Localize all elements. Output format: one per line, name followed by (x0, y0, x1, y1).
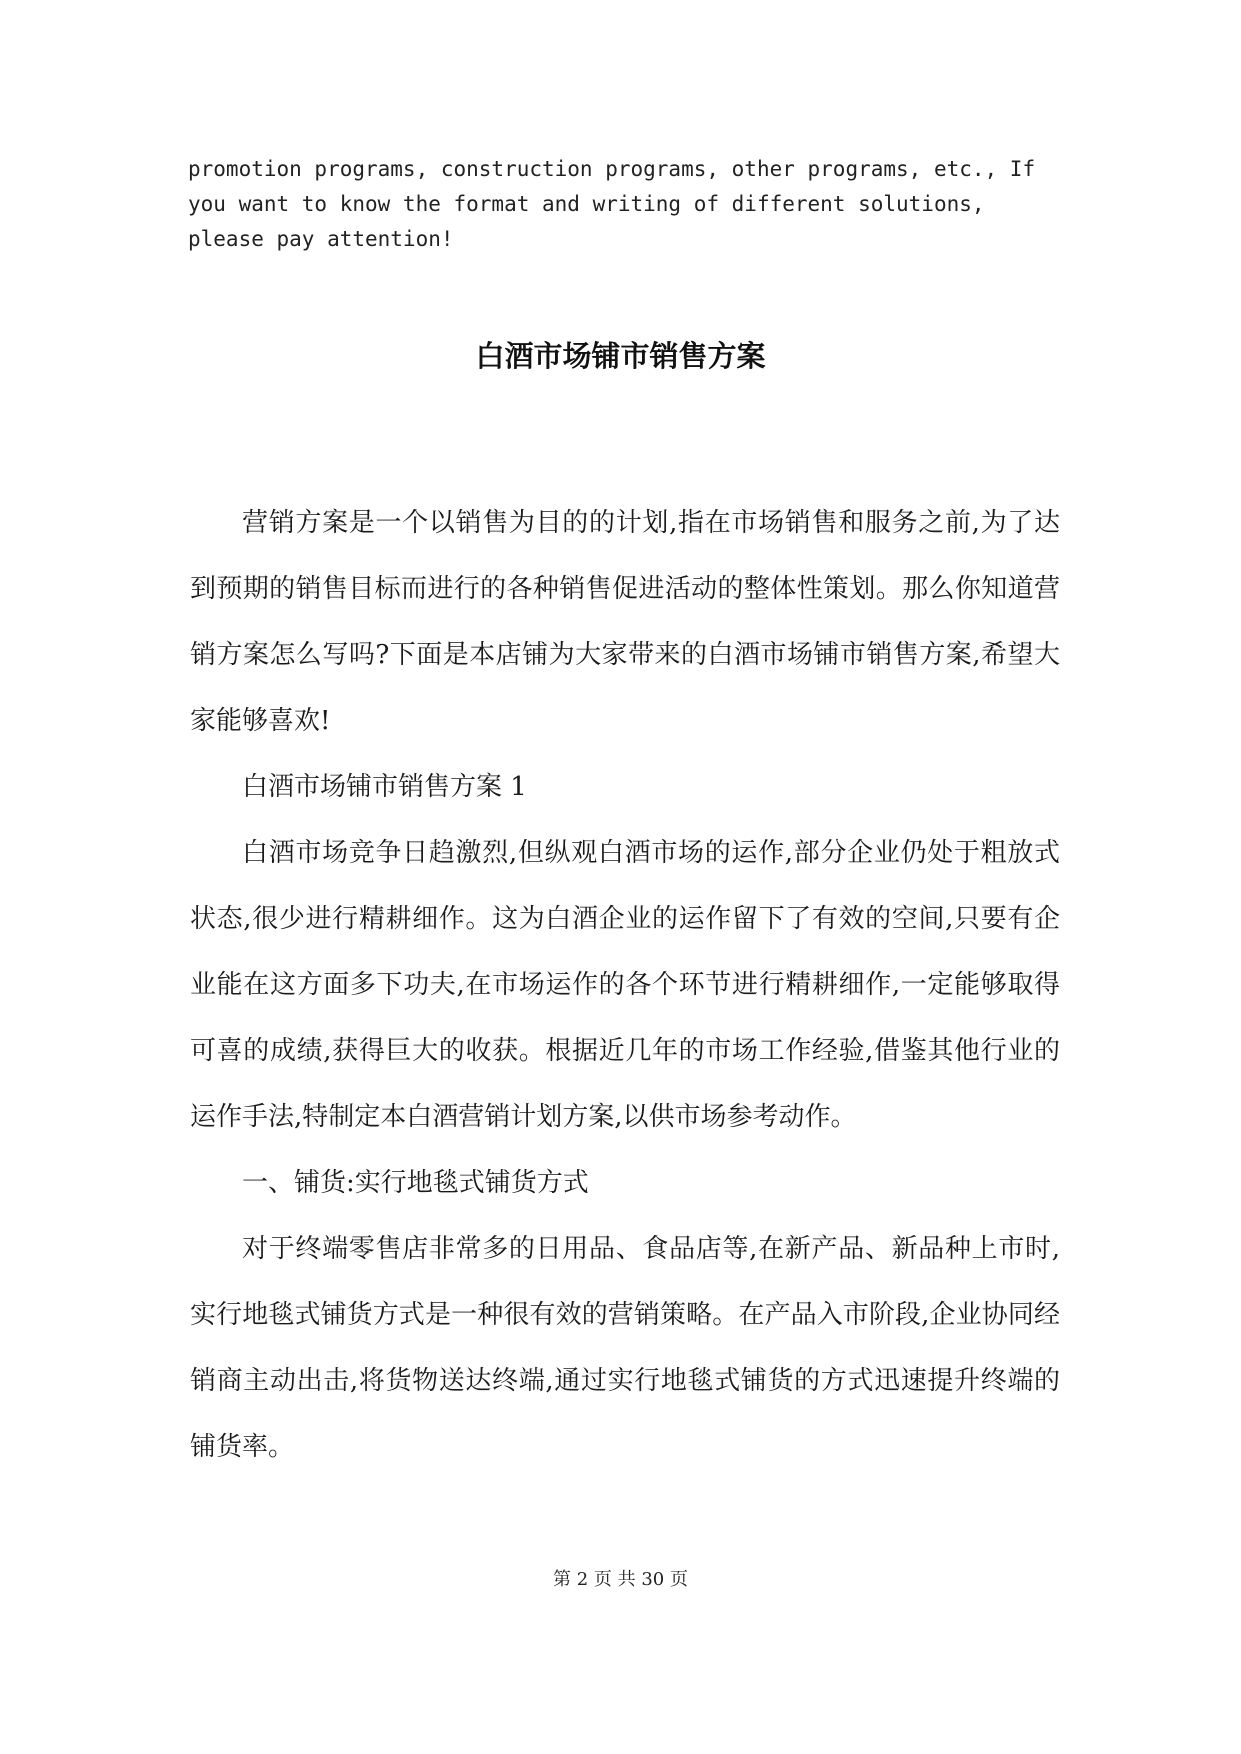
paragraph-distribution: 对于终端零售店非常多的日用品、食品店等,在新产品、新品种上市时,实行地毯式铺货方式是一种很有效的营销策略。在产品入市阶段,企业协同经销商主动出击,将货物送达终端,通过实行地毯式铺货的方式迅速提升终端的铺货率。 (190, 1234, 1060, 1462)
page-number-footer: 第 2 页 共 30 页 (553, 1569, 688, 1590)
section-heading-plan-1: 白酒市场铺市销售方案 1 (242, 772, 527, 802)
paragraph-market-analysis: 白酒市场竞争日趋激烈,但纵观白酒市场的运作,部分企业仍处于粗放式状态,很少进行精耕细作。这为白酒企业的运作留下了有效的空间,只要有企业能在这方面多下功夫,在市场运作的各个环节进行精耕细作,一定能够取得可喜的成绩,获得巨大的收获。根据近几年的市场工作经验,借鉴其他行业的运作手法,特制定本白酒营销计划方案,以供市场参考动作。 (190, 838, 1060, 1132)
document-title: 白酒市场铺市销售方案 (475, 339, 766, 373)
intro-text: promotion programs, construction programs, other programs, etc., If you want to know the format and writing of different solutions, please pay attention! (188, 157, 1036, 251)
document-body (190, 490, 1060, 1480)
paragraph-intro: 营销方案是一个以销售为目的的计划,指在市场销售和服务之前,为了达到预期的销售目标而进行的各种销售促进活动的整体性策划。那么你知道营销方案怎么写吗?下面是本店铺为大家带来的白酒市场铺市销售方案,希望大家能够喜欢! (190, 508, 1060, 736)
section-heading-distribution: 一、铺货:实行地毯式铺货方式 (242, 1168, 589, 1198)
